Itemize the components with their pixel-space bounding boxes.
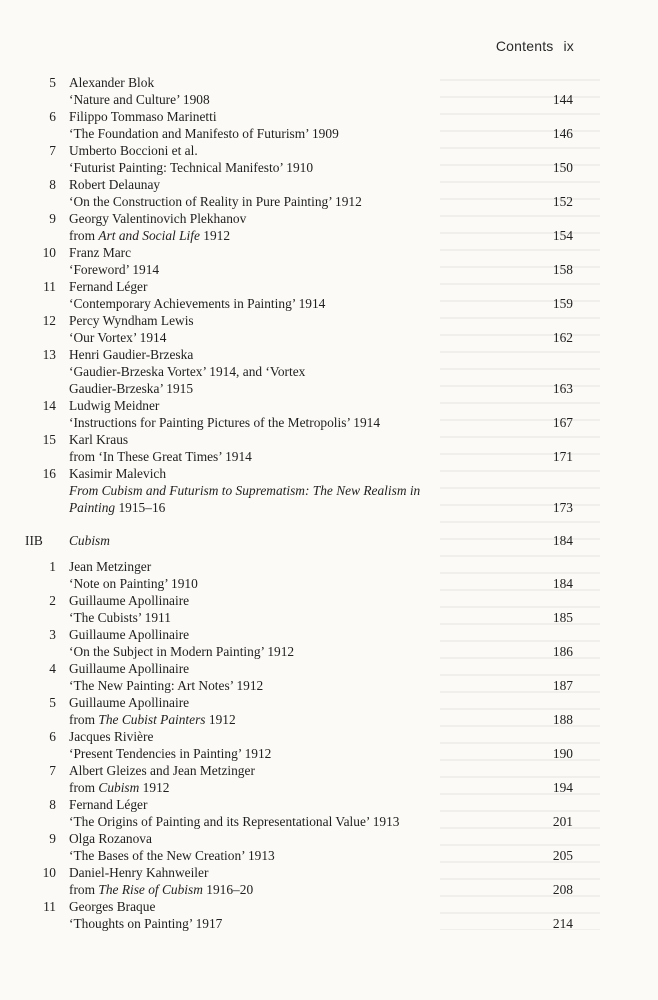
entry-page-number: 167 xyxy=(552,414,573,430)
entry-author: Filippo Tommaso Marinetti xyxy=(69,108,217,124)
entry-title-text: ‘Present Tendencies in Painting’ 1912 xyxy=(69,745,272,761)
toc-entry xyxy=(0,864,658,898)
entry-author: Alexander Blok xyxy=(69,74,155,90)
toc-entry-title-line xyxy=(0,380,658,397)
entry-title-text: ‘Gaudier-Brzeska Vortex’ 1914, and ‘Vortex xyxy=(69,363,306,379)
entry-page-number: 205 xyxy=(552,847,573,863)
toc-entry-author-line xyxy=(0,898,658,915)
entry-title-text: ‘Futurist Painting: Technical Manifesto’ 1910 xyxy=(69,159,314,175)
toc-entry-author-line xyxy=(0,210,658,227)
entry-number: 7 xyxy=(49,142,56,158)
entry-title-text: ‘On the Subject in Modern Painting’ 1912 xyxy=(69,643,295,659)
toc-group-iib xyxy=(0,558,658,932)
running-head-label: Contents xyxy=(495,38,554,54)
entry-author: Albert Gleizes and Jean Metzinger xyxy=(69,762,255,778)
section-heading xyxy=(0,532,658,549)
entry-author: Jean Metzinger xyxy=(69,558,152,574)
toc-entry-author-line xyxy=(0,244,658,261)
entry-title-prefix: from xyxy=(69,711,99,727)
entry-title-prefix: from xyxy=(69,881,99,897)
entry-title-italic: The Cubist Painters xyxy=(98,711,206,727)
toc-entry-author-line xyxy=(0,176,658,193)
toc-group-iia-continued xyxy=(0,74,658,516)
entry-number: 14 xyxy=(42,397,56,413)
toc-entry-title-line xyxy=(0,159,658,176)
toc-entry-author-line xyxy=(0,796,658,813)
entry-page-number: 171 xyxy=(552,448,573,464)
toc-entry xyxy=(0,431,658,465)
entry-title-text: ‘Our Vortex’ 1914 xyxy=(69,329,167,345)
toc-entry-author-line xyxy=(0,431,658,448)
toc-entry xyxy=(0,108,658,142)
running-head-page-number: ix xyxy=(563,38,574,54)
entry-number: 5 xyxy=(49,694,56,710)
entry-author: Guillaume Apollinaire xyxy=(69,626,190,642)
entry-title-suffix: 1915–16 xyxy=(115,499,166,515)
entry-author: Karl Kraus xyxy=(69,431,129,447)
toc-entry-author-line xyxy=(0,830,658,847)
toc-entry xyxy=(0,278,658,312)
entry-title-italic: Cubism xyxy=(98,779,140,795)
entry-title-suffix: 1916–20 xyxy=(202,881,254,897)
entry-title xyxy=(69,575,198,592)
entry-number: 9 xyxy=(49,210,56,226)
entry-title xyxy=(69,448,252,465)
toc-entry xyxy=(0,142,658,176)
toc-entry-title-line xyxy=(0,711,658,728)
toc-entry-author-line xyxy=(0,108,658,125)
toc-entry-author-line xyxy=(0,660,658,677)
toc-entry xyxy=(0,796,658,830)
entry-author: Robert Delaunay xyxy=(69,176,161,192)
toc-entry-title-line xyxy=(0,261,658,278)
entry-page-number: 144 xyxy=(552,91,573,107)
entry-title xyxy=(69,813,399,830)
entry-number: 4 xyxy=(49,660,56,676)
entry-title-text: ‘The Cubists’ 1911 xyxy=(69,609,171,625)
entry-page-number: 188 xyxy=(552,711,573,727)
toc-entry-title-line xyxy=(0,813,658,830)
entry-title-prefix: from xyxy=(69,227,99,243)
entry-number: 5 xyxy=(49,74,56,90)
entry-number: 8 xyxy=(49,796,56,812)
toc-entry xyxy=(0,312,658,346)
entry-title-italic: Painting xyxy=(69,499,116,515)
entry-number: 6 xyxy=(49,728,56,744)
toc-entry xyxy=(0,694,658,728)
entry-author: Daniel-Henry Kahnweiler xyxy=(69,864,209,880)
entry-page-number: 159 xyxy=(552,295,573,311)
entry-title xyxy=(69,482,420,499)
entry-page-number: 208 xyxy=(552,881,573,897)
running-head xyxy=(496,38,574,54)
toc-entry-title-line xyxy=(0,329,658,346)
entry-title-italic: The Rise of Cubism xyxy=(98,881,203,897)
entry-page-number: 150 xyxy=(552,159,573,175)
entry-number: 9 xyxy=(49,830,56,846)
entry-title-text: ‘Contemporary Achievements in Painting’ 1914 xyxy=(69,295,326,311)
toc-entry xyxy=(0,210,658,244)
entry-title xyxy=(69,91,210,108)
entry-number: 3 xyxy=(49,626,56,642)
entry-title-text: ‘Nature and Culture’ 1908 xyxy=(69,91,210,107)
entry-number: 15 xyxy=(42,431,56,447)
toc-entry-author-line xyxy=(0,465,658,482)
entry-author: Guillaume Apollinaire xyxy=(69,694,190,710)
entry-page-number: 201 xyxy=(552,813,573,829)
entry-title xyxy=(69,125,339,142)
entry-author: Olga Rozanova xyxy=(69,830,152,846)
toc-entry-title-line xyxy=(0,881,658,898)
toc-entry-author-line xyxy=(0,762,658,779)
toc-entry xyxy=(0,660,658,694)
entry-author: Georgy Valentinovich Plekhanov xyxy=(69,210,247,226)
entry-title-text: ‘Foreword’ 1914 xyxy=(69,261,160,277)
toc-entry xyxy=(0,762,658,796)
section-gap xyxy=(0,516,658,532)
toc-entry xyxy=(0,346,658,397)
toc-entry-author-line xyxy=(0,592,658,609)
entry-number: 11 xyxy=(43,898,56,914)
toc-entry xyxy=(0,397,658,431)
toc-entry-title-line xyxy=(0,745,658,762)
entry-title xyxy=(69,745,271,762)
toc-entry xyxy=(0,898,658,932)
toc-entry xyxy=(0,74,658,108)
entry-author: Guillaume Apollinaire xyxy=(69,660,190,676)
toc-entry-title-line xyxy=(0,915,658,932)
entry-title-prefix: from xyxy=(69,779,99,795)
entry-author: Fernand Léger xyxy=(69,796,148,812)
toc-entry-title-line xyxy=(0,609,658,626)
entry-author: Guillaume Apollinaire xyxy=(69,592,190,608)
entry-author: Percy Wyndham Lewis xyxy=(69,312,194,328)
entry-title xyxy=(69,159,313,176)
toc-entry-author-line xyxy=(0,728,658,745)
entry-title xyxy=(69,847,275,864)
entry-title xyxy=(69,295,325,312)
entry-title-text: ‘The Bases of the New Creation’ 1913 xyxy=(69,847,275,863)
toc-entry-author-line xyxy=(0,864,658,881)
entry-page-number: 154 xyxy=(552,227,573,243)
entry-number: 1 xyxy=(49,558,56,574)
entry-title xyxy=(69,414,380,431)
toc-entry-author-line xyxy=(0,346,658,363)
entry-title xyxy=(69,677,263,694)
entry-page-number: 146 xyxy=(552,125,573,141)
toc-entry xyxy=(0,728,658,762)
toc-entry-title-line xyxy=(0,125,658,142)
entry-title-suffix: 1912 xyxy=(205,711,236,727)
entry-page-number: 186 xyxy=(552,643,573,659)
toc-entry-title-line xyxy=(0,575,658,592)
toc-entry-title-line xyxy=(0,193,658,210)
entry-author: Georges Braque xyxy=(69,898,156,914)
toc-entry-title-line xyxy=(0,779,658,796)
entry-page-number: 173 xyxy=(552,499,573,515)
entry-author: Umberto Boccioni et al. xyxy=(69,142,198,158)
toc-entry xyxy=(0,558,658,592)
entry-title-text: ‘The Foundation and Manifesto of Futurism’ 1909 xyxy=(69,125,339,141)
entry-number: 13 xyxy=(42,346,56,362)
entry-title xyxy=(69,643,294,660)
entry-title-text: ‘On the Construction of Reality in Pure Painting’ 1912 xyxy=(69,193,362,209)
toc-entry-title-line xyxy=(0,295,658,312)
entry-title xyxy=(69,779,169,796)
toc-entry-title-line xyxy=(0,448,658,465)
entry-page-number: 158 xyxy=(552,261,573,277)
entry-title-text: Gaudier-Brzeska’ 1915 xyxy=(69,380,194,396)
entry-title xyxy=(69,499,165,516)
entry-title xyxy=(69,261,159,278)
entry-title-suffix: 1912 xyxy=(139,779,170,795)
entry-author: Henri Gaudier-Brzeska xyxy=(69,346,194,362)
entry-number: 12 xyxy=(42,312,56,328)
entry-author: Jacques Rivière xyxy=(69,728,154,744)
entry-page-number: 194 xyxy=(552,779,573,795)
entry-page-number: 214 xyxy=(552,915,573,931)
entry-number: 16 xyxy=(42,465,56,481)
toc-entry-author-line xyxy=(0,558,658,575)
entry-number: 10 xyxy=(42,244,56,260)
entry-title-text: ‘Note on Painting’ 1910 xyxy=(69,575,198,591)
toc-entry-title-line xyxy=(0,227,658,244)
entry-number: 2 xyxy=(49,592,56,608)
toc-entry-author-line xyxy=(0,626,658,643)
entry-number: 10 xyxy=(42,864,56,880)
toc-entry-author-line xyxy=(0,694,658,711)
entry-title xyxy=(69,915,222,932)
toc-entry-author-line xyxy=(0,397,658,414)
entry-title-italic: Art and Social Life xyxy=(98,227,200,243)
toc-entry-title-line xyxy=(0,414,658,431)
table-of-contents xyxy=(0,74,658,932)
section-page-number: 184 xyxy=(552,532,573,548)
section-code: IIB xyxy=(25,532,43,548)
toc-entry-author-line xyxy=(0,142,658,159)
toc-entry-author-line xyxy=(0,278,658,295)
entry-page-number: 152 xyxy=(552,193,573,209)
entry-page-number: 162 xyxy=(552,329,573,345)
entry-title xyxy=(69,329,166,346)
entry-author: Franz Marc xyxy=(69,244,132,260)
toc-entry xyxy=(0,626,658,660)
toc-entry-title-line xyxy=(0,91,658,108)
toc-entry xyxy=(0,176,658,210)
entry-number: 6 xyxy=(49,108,56,124)
entry-title-italic: From Cubism and Futurism to Suprematism: The New Realism in xyxy=(69,482,421,498)
entry-number: 8 xyxy=(49,176,56,192)
toc-entry-title-line xyxy=(0,677,658,694)
entry-title xyxy=(69,227,230,244)
toc-entry-title-line xyxy=(0,499,658,516)
entry-page-number: 185 xyxy=(552,609,573,625)
toc-entry xyxy=(0,830,658,864)
entry-title-text: ‘The New Painting: Art Notes’ 1912 xyxy=(69,677,264,693)
toc-entry xyxy=(0,244,658,278)
entry-page-number: 184 xyxy=(552,575,573,591)
entry-title xyxy=(69,363,305,380)
entry-title-text: ‘Instructions for Painting Pictures of the Metropolis’ 1914 xyxy=(69,414,381,430)
entry-title xyxy=(69,609,171,626)
toc-entry xyxy=(0,592,658,626)
entry-title xyxy=(69,711,236,728)
toc-entry-title-line xyxy=(0,363,658,380)
section-name: Cubism xyxy=(69,532,110,548)
toc-entry-author-line xyxy=(0,312,658,329)
entry-title xyxy=(69,881,253,898)
section-gap xyxy=(0,549,658,558)
entry-page-number: 190 xyxy=(552,745,573,761)
entry-title-text: ‘The Origins of Painting and its Representational Value’ 1913 xyxy=(69,813,400,829)
entry-title-suffix: 1912 xyxy=(199,227,231,243)
entry-author: Fernand Léger xyxy=(69,278,148,294)
entry-number: 11 xyxy=(43,278,56,294)
entry-number: 7 xyxy=(49,762,56,778)
entry-title xyxy=(69,380,193,397)
entry-page-number: 163 xyxy=(552,380,573,396)
entry-author: Ludwig Meidner xyxy=(69,397,160,413)
entry-author: Kasimir Malevich xyxy=(69,465,167,481)
entry-page-number: 187 xyxy=(552,677,573,693)
entry-title-text: ‘Thoughts on Painting’ 1917 xyxy=(69,915,223,931)
toc-entry-title-line xyxy=(0,643,658,660)
toc-entry-title-line xyxy=(0,847,658,864)
entry-title-text: from ‘In These Great Times’ 1914 xyxy=(69,448,252,464)
toc-entry xyxy=(0,465,658,516)
toc-entry-author-line xyxy=(0,74,658,91)
toc-entry-title-line xyxy=(0,482,658,499)
entry-title xyxy=(69,193,362,210)
